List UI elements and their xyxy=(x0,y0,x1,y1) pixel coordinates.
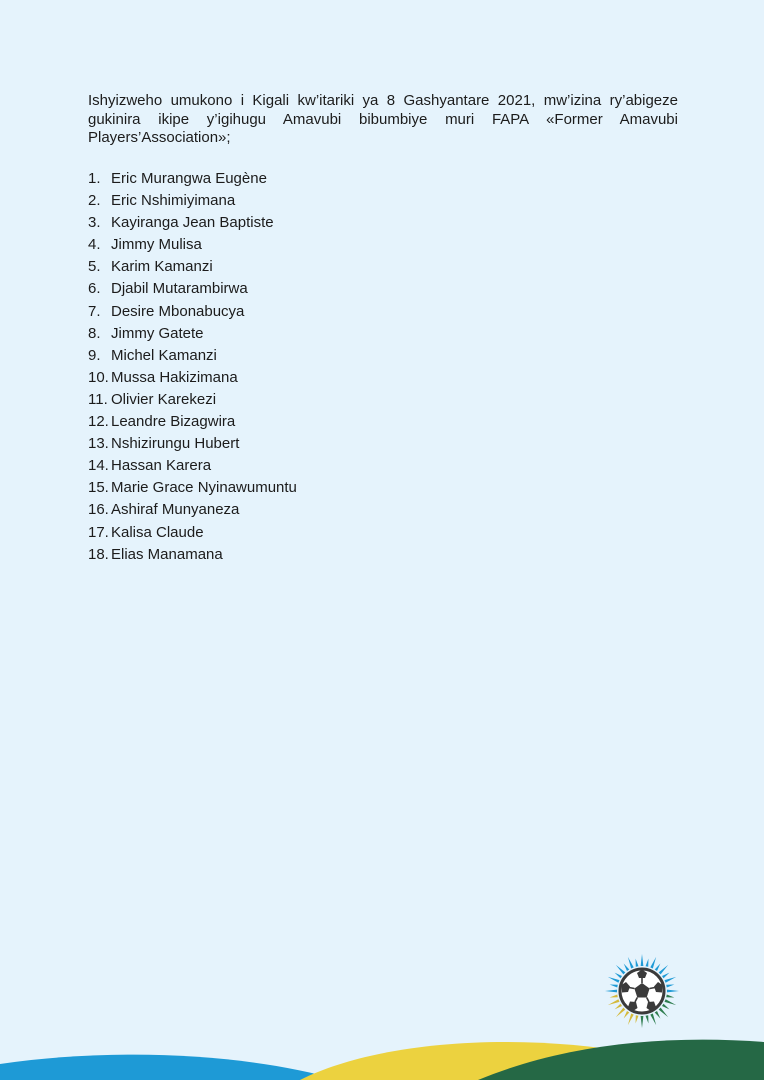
list-number: 15. xyxy=(88,479,109,497)
sunburst-ray xyxy=(624,1011,630,1018)
sunburst-ray xyxy=(605,990,617,993)
list-number: 10. xyxy=(88,368,109,386)
list-item xyxy=(88,477,297,499)
list-number: 2. xyxy=(88,192,101,210)
list-item xyxy=(88,544,297,566)
player-list xyxy=(88,168,297,566)
sunburst-ray xyxy=(646,959,649,967)
bottom-waves xyxy=(0,1020,764,1080)
sunburst-ray xyxy=(624,964,630,971)
sunburst-ray xyxy=(659,1008,668,1017)
sunburst-ray xyxy=(628,957,634,969)
list-item xyxy=(88,256,297,278)
player-name: Hassan Karera xyxy=(111,457,212,475)
player-name: Eric Murangwa Eugène xyxy=(111,170,267,187)
list-item xyxy=(88,190,297,212)
sunburst-ray xyxy=(636,959,639,967)
player-name: Djabil Mutarambirwa xyxy=(111,280,248,298)
sunburst-ray xyxy=(641,954,644,966)
list-number: 7. xyxy=(88,302,101,320)
list-item xyxy=(88,234,297,256)
sunburst-ray xyxy=(615,1004,622,1010)
player-name: Leandre Bizagwira xyxy=(111,413,236,431)
list-number: 9. xyxy=(88,346,101,364)
list-item xyxy=(88,278,297,300)
player-name: Ashiraf Munyaneza xyxy=(111,501,240,519)
list-item xyxy=(88,345,297,367)
sunburst-ray xyxy=(650,957,656,969)
list-number: 17. xyxy=(88,523,109,541)
sunburst-ray xyxy=(616,965,625,974)
sunburst-ray xyxy=(615,973,622,979)
player-name: Eric Nshimiyimana xyxy=(111,192,236,210)
list-number: 3. xyxy=(88,214,101,232)
player-name: Olivier Karekezi xyxy=(111,390,217,408)
list-item xyxy=(88,389,297,411)
player-name: Mussa Hakizimana xyxy=(111,368,238,386)
sunburst-ray xyxy=(667,990,679,993)
player-name: Jimmy Mulisa xyxy=(111,236,202,254)
list-item xyxy=(88,323,297,345)
player-name: Kayiranga Jean Baptiste xyxy=(111,214,274,232)
sunburst-ray xyxy=(616,1008,625,1017)
sunburst-ray xyxy=(665,977,677,983)
list-number: 16. xyxy=(88,501,109,519)
sunburst-ray xyxy=(610,995,618,998)
soccer-ball-sunburst-icon xyxy=(603,952,681,1030)
sunburst-ray xyxy=(608,977,620,983)
sunburst-ray xyxy=(662,973,669,979)
player-name: Jimmy Gatete xyxy=(111,324,204,342)
list-item xyxy=(88,367,297,389)
player-name: Kalisa Claude xyxy=(111,523,204,541)
sunburst-ray xyxy=(666,985,674,988)
list-number: 1. xyxy=(88,170,101,187)
player-name: Karim Kamanzi xyxy=(111,258,213,276)
list-number: 18. xyxy=(88,545,109,563)
list-item xyxy=(88,212,297,234)
player-name: Marie Grace Nyinawumuntu xyxy=(111,479,297,497)
sunburst-ray xyxy=(662,1004,669,1010)
list-number: 6. xyxy=(88,280,101,298)
list-number: 4. xyxy=(88,236,101,254)
list-number: 11. xyxy=(88,390,108,408)
player-name: Michel Kamanzi xyxy=(111,346,217,364)
sunburst-ray xyxy=(608,999,620,1005)
list-item xyxy=(88,499,297,521)
sunburst-ray xyxy=(610,985,618,988)
list-item xyxy=(88,522,297,544)
sunburst-ray xyxy=(655,1011,661,1018)
list-item xyxy=(88,301,297,323)
list-number: 14. xyxy=(88,457,109,475)
list-item xyxy=(88,433,297,455)
signature-statement: Ishyizweho umukono i Kigali kw’itariki ya 8 Gashyantare 2021, mw’izina ry’abigeze gukinira ikipe y’igihugu Amavubi bibumbiye muri FAPA «Former Amavubi Players’Association»; xyxy=(88,92,678,146)
sunburst-ray xyxy=(665,999,677,1005)
blue-wave xyxy=(0,1055,340,1080)
list-number: 13. xyxy=(88,435,109,453)
player-name: Desire Mbonabucya xyxy=(111,302,245,320)
list-item xyxy=(88,411,297,433)
list-item xyxy=(88,168,297,190)
sunburst-ray xyxy=(659,965,668,974)
sunburst-ray xyxy=(666,995,674,998)
list-number: 5. xyxy=(88,258,101,276)
sunburst-ray xyxy=(655,964,661,971)
player-name: Elias Manamana xyxy=(111,545,223,563)
list-item xyxy=(88,455,297,477)
list-number: 8. xyxy=(88,324,101,342)
list-number: 12. xyxy=(88,413,109,431)
player-name: Nshizirungu Hubert xyxy=(111,435,240,453)
